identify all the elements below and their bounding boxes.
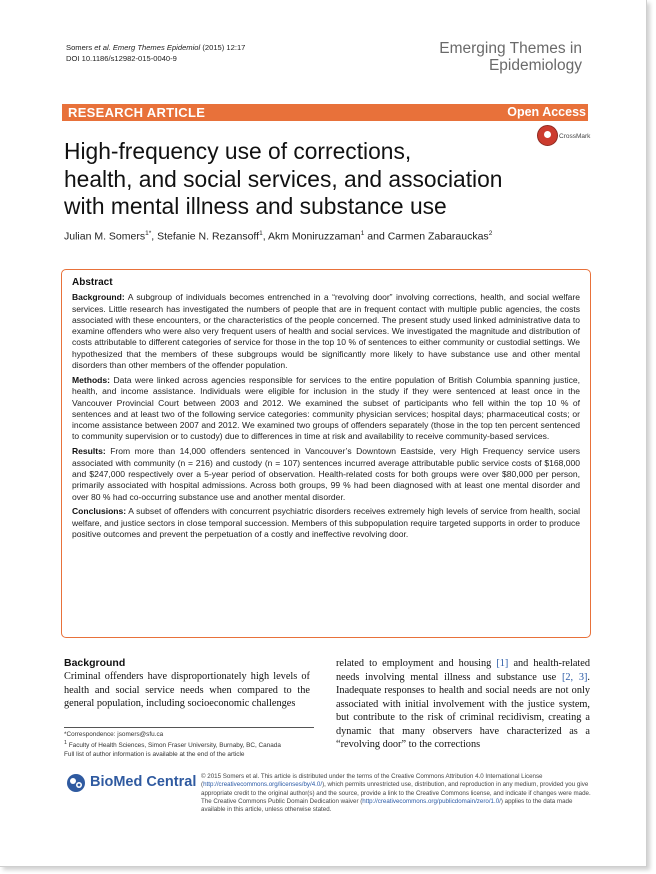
abstract-background [72,292,580,371]
author-affiliation-mark: 2 [488,230,493,237]
citation-etal: et al. [94,43,111,52]
abstract-section-label: Results: [72,446,106,457]
license-text [201,773,593,814]
author-info-note: Full list of author information is available at the end of the article [64,750,245,758]
abstract-section-text: From more than 14,000 offenders sentenced in Vancouver’s Downtown Eastside, very High Frequency service users associated with community (n = 216) and custody (n = 107) sentences incurred average attributable public service costs of $168,000 and $247,000 respectively over a 5-year period of observation. Health-related costs for both groups were over $80,000 per person, primarily associated with hospital admissions. Across both groups, 99 % had been diagnosed with at least one mental disorder and over 80 % had co-occurring substance use and another mental disorder. [72,446,580,502]
author-list [64,230,492,243]
abstract-section-text: A subgroup of individuals becomes entrenched in a “revolving door” involving corrections, health, and social welfare services. Little research has investigated the numbers of people that are in frequent contact with multiple public agencies, the costs associated with these encounters, or the characteristics of the people concerned. The present study used linked administrative data to examine offenders who were also very frequent users of health and social services. We investigated the magnitude and distribution of costs attributable to different categories of service for those in the top 10 % of sentences to either community or custodial settings. We hypothesized that the members of these subgroups would be significantly more likely to have substance use and other mental disorders than other members of the offender population. [72,292,580,371]
journal-name [439,40,582,74]
abstract-section-label: Conclusions: [72,506,127,517]
author: and Carmen Zabarauckas [364,230,489,243]
abstract-section-label: Methods: [72,374,110,385]
citation-authors: Somers [66,43,95,52]
biomed-central-logo-icon [66,773,86,793]
body-text: and health-related needs involving mental illness and substance use [336,658,590,683]
section-heading-background: Background [64,657,126,669]
abstract-conclusions [72,506,580,540]
body-paragraph: Criminal offenders have disproportionately high levels of health and social service needs when compared to the general population, including socioeconomic challenges [64,671,310,710]
affiliation-note [64,739,314,750]
abstract-heading: Abstract [72,277,113,288]
reference-link[interactable]: [2, 3] [561,671,588,683]
body-column-right [336,657,590,752]
article-banner [62,104,588,121]
body-text: related to employment and housing [336,658,497,669]
citation [66,42,245,64]
open-access-label: Open Access [507,105,586,119]
correspondence-note: *Correspondence: jsomers@sfu.ca [64,731,164,738]
title-line: with mental illness and substance use [64,193,447,219]
citation-journal: Emerg Themes Epidemiol [110,43,201,52]
reference-link[interactable]: [1] [496,658,509,669]
author: , Stefanie N. Rezansoff [151,230,260,243]
author-affiliation-mark: 1 [259,230,263,237]
abstract-section-text: A subset of offenders with concurrent psychiatric disorders receives extremely high levels of service from health, social welfare, and justice sectors in close temporal succession. Members of this subpopulation require targeted supports in order to produce positive outcomes and prevent the perpetuation of a costly and ineffective revolving door. [72,506,580,540]
publisher-name: BioMed Central [90,774,197,790]
footnotes [64,727,314,759]
author-affiliation-mark: 1 [360,230,365,237]
abstract-methods [72,375,580,443]
author-affiliation-mark: 1* [145,230,152,237]
journal-name-line1: Emerging Themes in [439,40,582,57]
journal-name-line2: Epidemiology [488,57,582,74]
affiliation-text: Faculty of Health Sciences, Simon Fraser University, Burnaby, BC, Canada [66,742,281,750]
article-type: RESEARCH ARTICLE [68,105,206,120]
crossmark-label[interactable]: CrossMark [559,133,591,140]
license-link[interactable]: http://creativecommons.org/licenses/by/4.0/ [203,781,323,789]
body-text: . Inadequate responses to health and social needs are not only associated with initial involvement with the justice system, but contribute to the risk of criminal recidivism, creating a dynamic that many observers have characterized as a “revolving door” to the corrections [336,671,590,751]
abstract-box [61,269,591,638]
title-line: High-frequency use of corrections, [64,138,412,164]
author: Julian M. Somers [64,230,146,243]
license-sentence: ) applies to the data made available in this article, unless otherwise stated. [201,797,573,814]
article-title [64,138,564,221]
title-line: health, and social services, and association [64,165,503,192]
author: , Akm Moniruzzaman [262,230,361,243]
body-column-left [64,657,310,711]
license-sentence: © 2015 Somers et al. This article is distributed under the terms of the Creative Commons Attribution 4.0 International License ( [201,773,543,789]
abstract-section-label: Background: [72,292,125,303]
public-domain-link[interactable]: http://creativecommons.org/publicdomain/zero/1.0/ [362,797,501,805]
license-sentence: ), which permits unrestricted use, distribution, and reproduction in any medium, provided you give appropriate credit to the original author(s) and the source, provide a link to the Creative Commons license, and indicate if changes were made. The Creative Commons Public Domain Dedication waiver ( [201,781,591,805]
abstract-results [72,446,580,502]
doi[interactable]: DOI 10.1186/s12982-015-0040-9 [66,54,177,63]
affiliation-mark: 1 [64,740,67,747]
citation-volume: (2015) 12:17 [200,43,246,52]
abstract-section-text: Data were linked across agencies responsible for services to the entire population of British Columbia spanning justice, health, and income assistance. Individuals were eligible for inclusion in the study if they were sentenced at least once in the Vancouver Provincial Court between 2003 and 2012. We examined the subset of participants who fell within the top 10 % of sentences and at least two of the following service categories: community physician services; hospital days; pharmaceutical costs; or income assistance between 2007 and 2012. We examined two groups of offenders separately (those in the top ten percent sentenced to community supervision or to custody) due to differences in time at risk and availability to receive community-based services. [72,374,580,442]
